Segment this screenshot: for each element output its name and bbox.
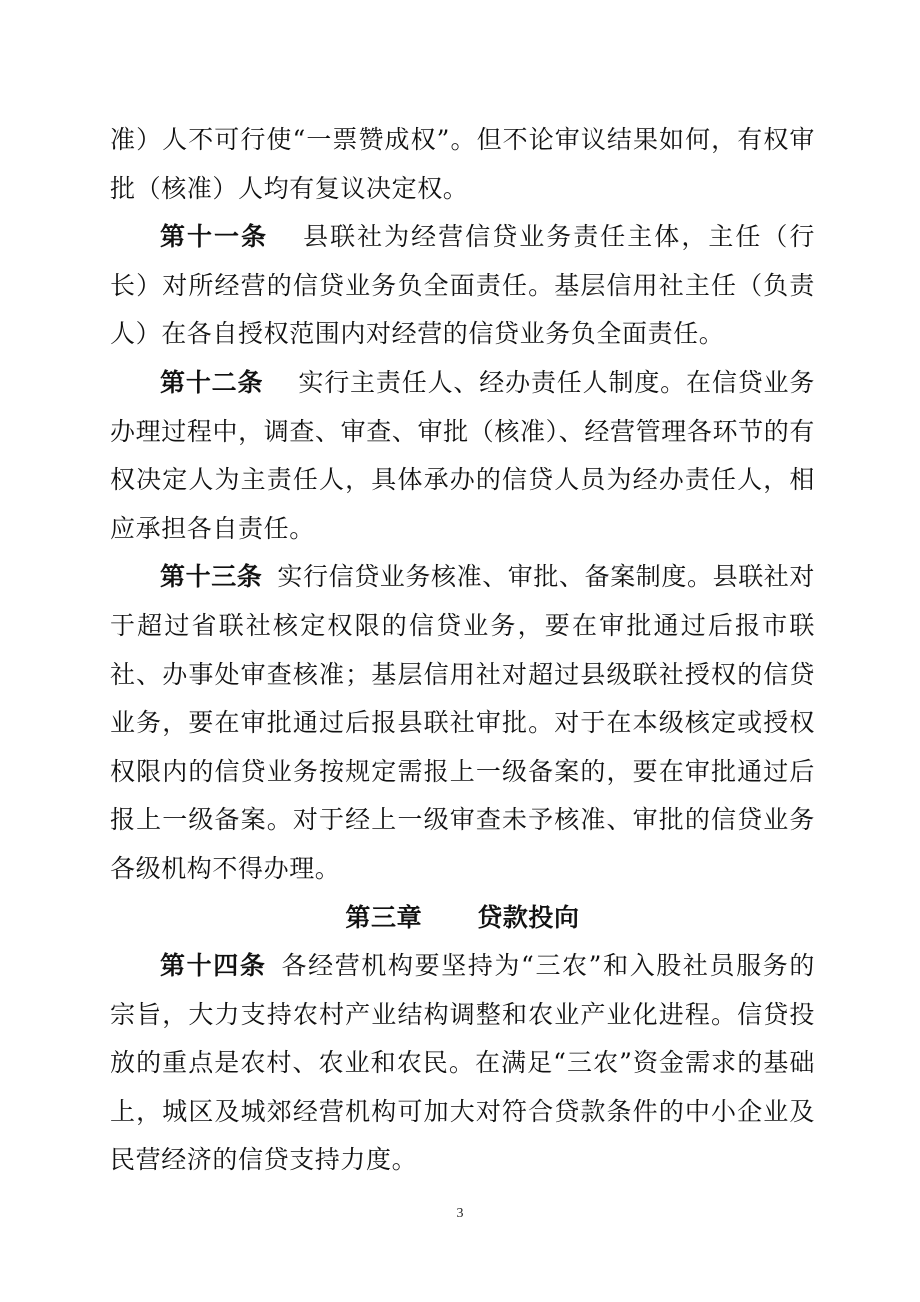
chapter-heading bbox=[110, 894, 815, 943]
paragraph-text: 准）人不可行使“一票赞成权”。但不论审议结果如何，有权审批（核准）人均有复议决定权。 bbox=[110, 125, 815, 203]
article-number: 第十二条 bbox=[160, 367, 264, 397]
chapter-number: 第三章 bbox=[345, 902, 423, 932]
article-11-paragraph bbox=[110, 213, 815, 359]
page-number: 3 bbox=[456, 1206, 464, 1221]
article-12-paragraph bbox=[110, 359, 815, 553]
chapter-title: 贷款投向 bbox=[477, 902, 580, 932]
article-number: 第十三条 bbox=[160, 562, 263, 592]
article-14-paragraph bbox=[110, 942, 815, 1185]
article-number: 第十一条 bbox=[160, 222, 269, 252]
article-text: 实行信贷业务核准、审批、备案制度。县联社对于超过省联社核定权限的信贷业务，要在审批通过后报市联社、办事处审查核准；基层信用社对超过县级联社授权的信贷业务，要在审批通过后报县联社审批。对于在本级核定或授权权限内的信贷业务按规定需报上一级备案的，要在审批通过后报上一级备案。对于经上一级审查未予核准、审批的信贷业务各级机构不得办理。 bbox=[110, 562, 816, 883]
article-text: 实行主责任人、经办责任人制度。在信贷业务办理过程中，调查、审查、审批（核准）、经营管理各环节的有权决定人为主责任人，具体承办的信贷人员为经办责任人，相应承担各自责任。 bbox=[110, 367, 815, 543]
article-number: 第十四条 bbox=[160, 951, 267, 981]
article-13-paragraph bbox=[110, 553, 815, 893]
continued-paragraph bbox=[110, 116, 815, 213]
article-text: 县联社为经营信贷业务责任主体，主任（行长）对所经营的信贷业务负全面责任。基层信用社主任（负责人）在各自授权范围内对经营的信贷业务负全面责任。 bbox=[110, 222, 815, 349]
article-text: 各经营机构要坚持为“三农”和入股社员服务的宗旨，大力支持农村产业结构调整和农业产业化进程。信贷投放的重点是农村、农业和农民。在满足“三农”资金需求的基础上，城区及城郊经营机构可加大对符合贷款条件的中小企业及民营经济的信贷支持力度。 bbox=[110, 951, 815, 1175]
document-body bbox=[110, 116, 815, 1185]
